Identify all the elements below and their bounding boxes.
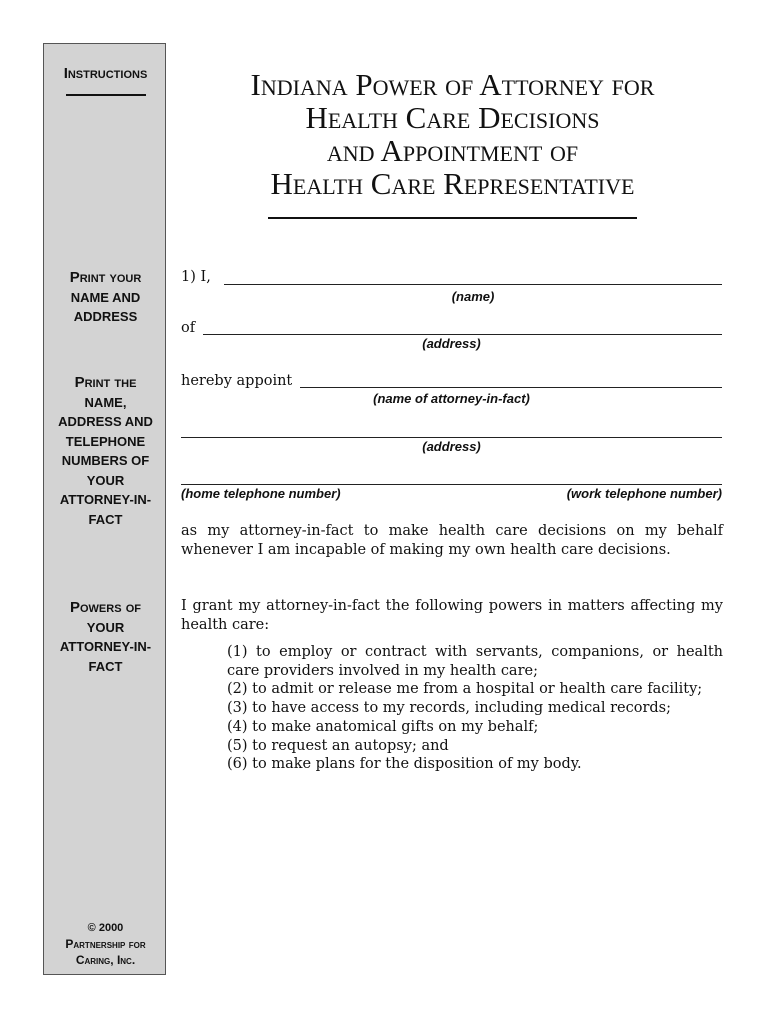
appoint-label: hereby appoint (181, 373, 293, 389)
instructions-divider (66, 94, 146, 96)
section-line: YOUR (86, 619, 125, 635)
title-line: and Appointment of (326, 133, 579, 168)
section-line: FACT (88, 511, 123, 527)
section-line: NUMBERS OF (61, 453, 150, 468)
work-phone-caption: (work telephone number) (566, 486, 722, 501)
telephone-field[interactable] (181, 484, 722, 485)
copyright-org: Caring, Inc. (75, 953, 136, 967)
section-line: FACT (88, 658, 123, 674)
attorney-address-field[interactable] (181, 437, 722, 438)
instructions-sidebar (43, 43, 166, 975)
title-line: Indiana Power of Attorney for (250, 67, 655, 102)
title-divider (268, 217, 637, 219)
list-item: (4) to make anatomical gifts on my behalf; (227, 718, 539, 735)
i-label: 1) I, (181, 269, 211, 285)
instructions-heading (44, 64, 167, 84)
instructions-label: Instructions (63, 65, 148, 82)
copyright-org: Partnership for (65, 937, 146, 951)
list-item: (6) to make plans for the disposition of my body. (227, 756, 582, 773)
copyright-footer (44, 920, 167, 968)
list-item: (1) to employ or contract with servants, companions, or health care providers involved in my health care; (227, 644, 723, 679)
home-phone-caption: (home telephone number) (181, 486, 341, 501)
attorney-name-field[interactable] (300, 387, 722, 388)
sidebar-section-powers (44, 598, 167, 676)
sidebar-section-attorney-info (44, 373, 167, 529)
title-line: Health Care Decisions (305, 100, 600, 135)
of-label: of (181, 320, 196, 336)
address-caption: (address) (422, 336, 481, 351)
section-line: ADDRESS (73, 309, 138, 324)
name-field[interactable] (224, 284, 722, 285)
decision-statement: as my attorney-in-fact to make health care decisions on my behalf whenever I am incapable of making my own health care decisions. (181, 523, 723, 558)
sidebar-section-name-address (44, 268, 167, 327)
powers-intro: I grant my attorney-in-fact the following powers in matters affecting my health care: (181, 598, 723, 633)
attorney-name-caption: (name of attorney-in-fact) (373, 391, 530, 406)
list-item: (3) to have access to my records, including medical records; (227, 700, 671, 717)
address-field[interactable] (203, 334, 722, 335)
section-line: NAME, (84, 394, 127, 410)
section-line: Powers of (69, 599, 141, 616)
attorney-address-caption: (address) (422, 439, 481, 454)
section-line: Print the (74, 374, 137, 391)
copyright-year: © 2000 (87, 922, 124, 934)
section-line: ATTORNEY-IN- (59, 639, 152, 654)
section-line: YOUR (86, 472, 125, 488)
section-line: NAME AND (70, 289, 141, 305)
list-item: (2) to admit or release me from a hospital or health care facility; (227, 681, 703, 698)
list-item: (5) to request an autopsy; and (227, 737, 449, 754)
title-line: Health Care Representative (270, 166, 635, 201)
section-line: Print your (69, 269, 142, 286)
section-line: ADDRESS AND (58, 414, 153, 429)
powers-list (227, 643, 723, 774)
section-line: ATTORNEY-IN- (59, 492, 152, 507)
document-title (175, 68, 730, 200)
section-line: TELEPHONE (65, 433, 146, 449)
name-caption: (name) (451, 289, 495, 304)
